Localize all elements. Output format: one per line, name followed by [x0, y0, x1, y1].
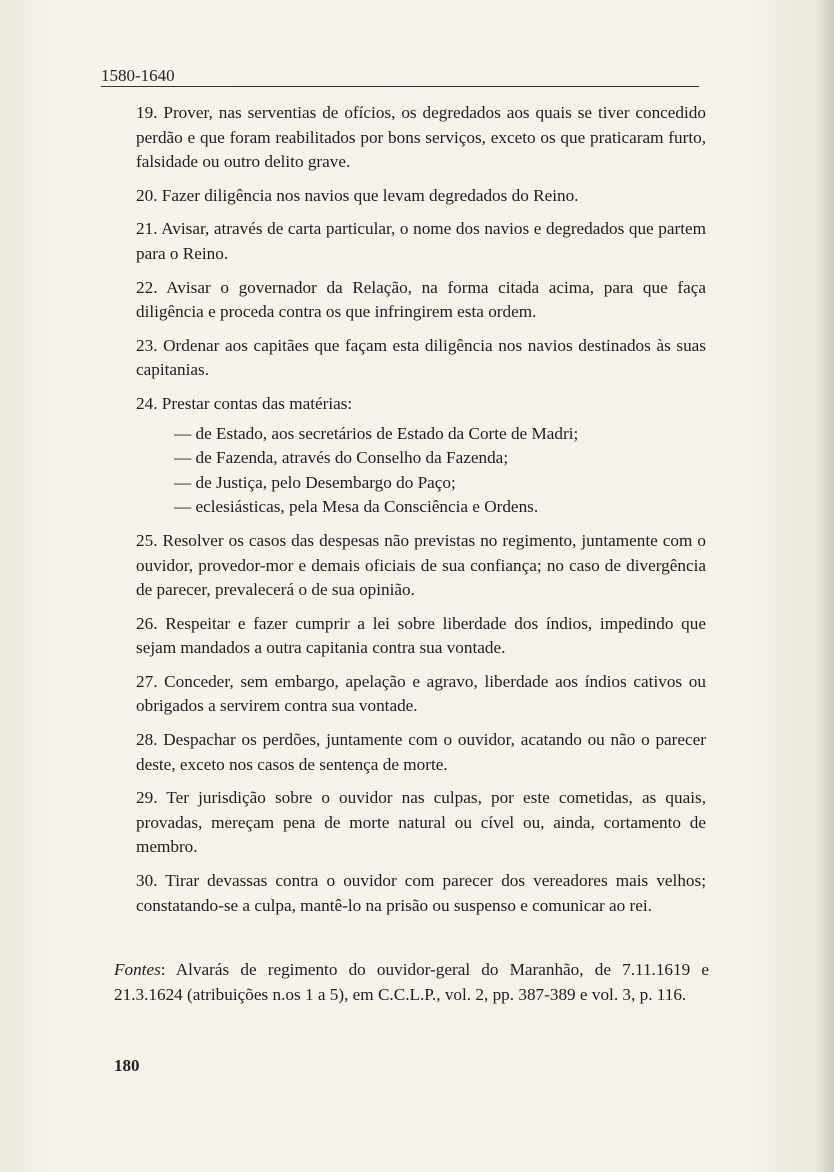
list-item: 29. Ter jurisdição sobre o ouvidor nas culpas, por este cometidas, as quais, provadas, mereçam pena de morte natural ou cível ou, ainda, cortamento de membro.: [136, 788, 706, 857]
sources-note: [114, 958, 709, 1007]
page-number: 180: [114, 1056, 140, 1075]
sources-text: : Alvarás de regimento do ouvidor-geral do Maranhão, de 7.11.1619 e 21.3.1624 (atribuições n.os 1 a 5), em C.C.L.P., vol. 2, pp. 387-389 e vol. 3, p. 116.: [114, 960, 709, 1004]
list-item: 27. Conceder, sem embargo, apelação e agravo, liberdade aos índios cativos ou obrigados a servirem contra sua vontade.: [136, 671, 706, 716]
sub-list-item: — eclesiásticas, pela Mesa da Consciência e Ordens.: [174, 497, 539, 517]
main-text: [136, 101, 706, 927]
list-item: 25. Resolver os casos das despesas não previstas no regimento, juntamente com o ouvidor, provedor-mor e demais oficiais de sua confiança; no caso de divergência de parecer, prevalecerá o de sua opinião.: [136, 530, 706, 600]
list-item: 19. Prover, nas serventias de ofícios, os degredados aos quais se tiver concedido perdão e que foram reabilitados por bons serviços, exceto os que praticaram furto, falsidade ou outro delito grave.: [136, 103, 706, 172]
list-item: 22. Avisar o governador da Relação, na forma citada acima, para que faça diligência e proceda contra os que infringirem esta ordem.: [136, 277, 706, 322]
sub-list-item: — de Estado, aos secretários de Estado da Corte de Madri;: [174, 423, 579, 443]
list-item: 30. Tirar devassas contra o ouvidor com parecer dos vereadores mais velhos; constatando-se a culpa, mantê-lo na prisão ou suspenso e comunicar ao rei.: [136, 871, 706, 915]
list-item: 20. Fazer diligência nos navios que levam degredados do Reino.: [136, 185, 579, 205]
list-item: 23. Ordenar aos capitães que façam esta diligência nos navios destinados às suas capitanias.: [136, 335, 706, 380]
sub-list-item: — de Fazenda, através do Conselho da Fazenda;: [174, 448, 509, 468]
running-header: 1580-1640: [101, 66, 175, 85]
sub-list-item: — de Justiça, pelo Desembargo do Paço;: [174, 472, 456, 492]
list-item: 28. Despachar os perdões, juntamente com o ouvidor, acatando ou não o parecer deste, exceto nos casos de sentença de morte.: [136, 730, 706, 774]
accounts-sub-list: [174, 422, 706, 520]
sources-label: Fontes: [114, 960, 161, 979]
list-item: 21. Avisar, através de carta particular, o nome dos navios e degredados que partem para o Reino.: [136, 219, 706, 263]
list-item: 24. Prestar contas das matérias:: [136, 393, 353, 413]
list-item: 26. Respeitar e fazer cumprir a lei sobre liberdade dos índios, impedindo que sejam mandados a outra capitania contra sua vontade.: [136, 613, 706, 658]
page-edge-shadow: [812, 0, 834, 1172]
header-rule: [101, 86, 699, 87]
